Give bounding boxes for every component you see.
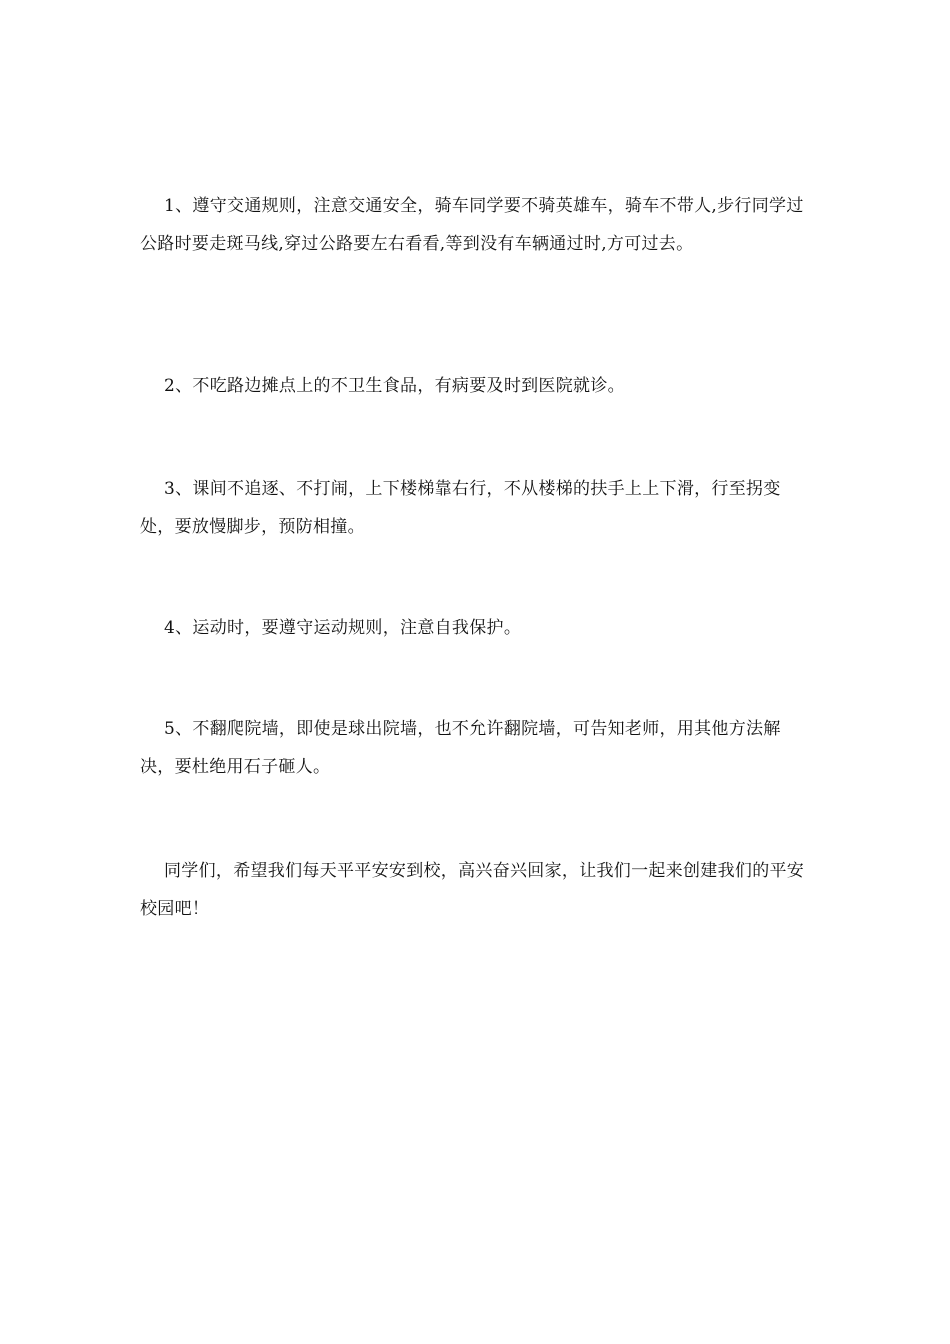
paragraph-rule-5: 5、不翻爬院墙，即使是球出院墙，也不允许翻院墙，可告知老师，用其他方法解决，要杜绝用石子砸人。 [140, 719, 781, 777]
closing-paragraph: 同学们，希望我们每天平平安安到校，高兴奋兴回家，让我们一起来创建我们的平安校园吧！ [140, 861, 805, 919]
paragraph-rule-2: 2、不吃路边摊点上的不卫生食品，有病要及时到医院就诊。 [164, 376, 625, 396]
paragraph-rule-1: 1、遵守交通规则，注意交通安全，骑车同学要不骑英雄车，骑车不带人,步行同学过公路时要走斑马线,穿过公路要左右看看,等到没有车辆通过时,方可过去。 [140, 196, 804, 254]
paragraph-rule-3: 3、课间不追逐、不打闹，上下楼梯靠右行，不从楼梯的扶手上上下滑，行至拐变处，要放慢脚步，预防相撞。 [140, 479, 781, 537]
paragraph-rule-4: 4、运动时，要遵守运动规则，注意自我保护。 [164, 618, 522, 638]
